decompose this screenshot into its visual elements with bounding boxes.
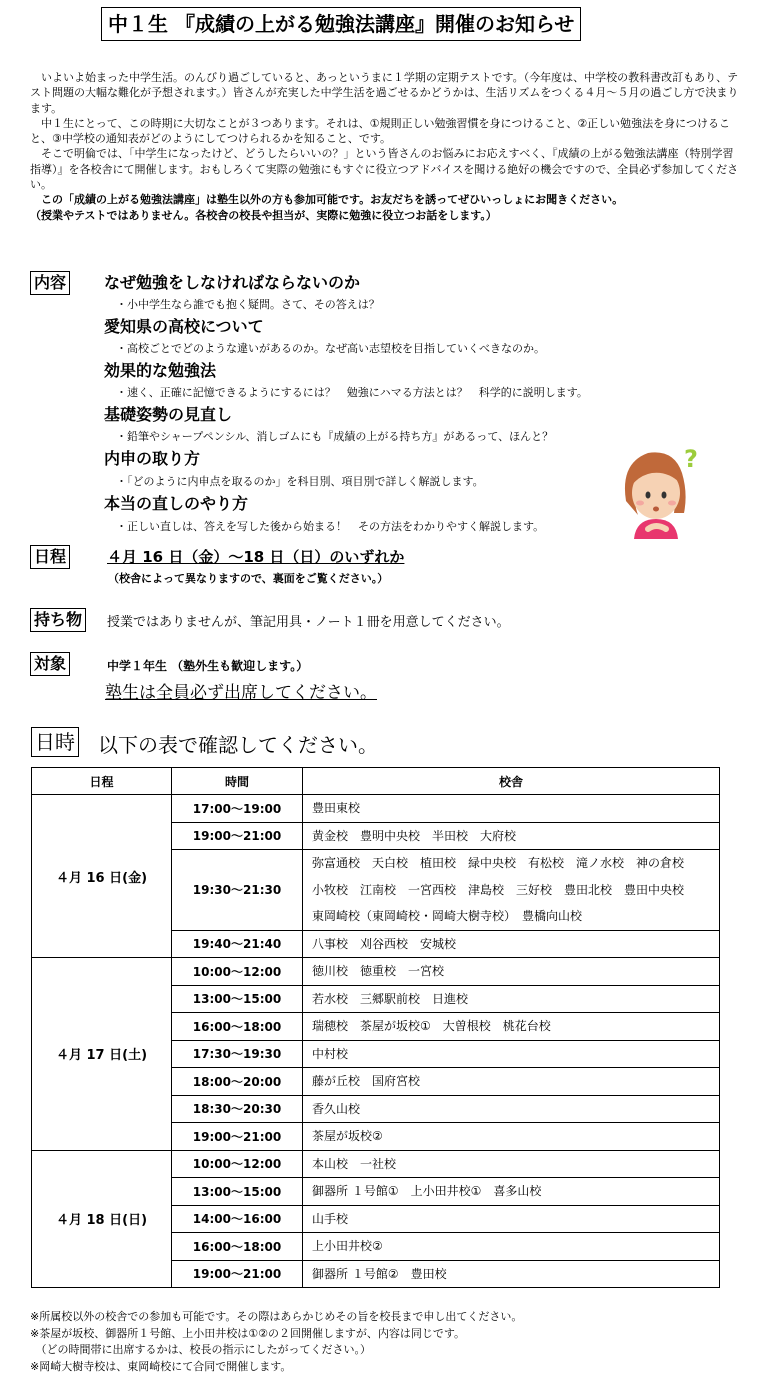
time-cell: 10:00～12:00: [172, 1150, 303, 1178]
time-cell: 19:00～21:00: [172, 1123, 303, 1151]
time-cell: 10:00～12:00: [172, 958, 303, 986]
school-cell: 八事校 刈谷西校 安城校: [303, 930, 720, 958]
topic-title: 本当の直しのやり方: [104, 494, 249, 513]
topic-title: なぜ勉強をしなければならないのか: [104, 273, 361, 292]
time-cell: 18:30～20:30: [172, 1095, 303, 1123]
school-cell: [303, 850, 720, 931]
school-cell: 中村校: [303, 1040, 720, 1068]
table-header-row: [32, 768, 720, 795]
intro-paragraph: （授業やテストではありません。各校舎の校長や担当が、実際に勉強に役立つお話をします。）: [30, 208, 497, 222]
intro-section: [30, 70, 740, 223]
topic-title: 内申の取り方: [104, 449, 201, 468]
schedule-dates: ４月 16 日（金）～18 日（日）のいずれか: [107, 548, 405, 566]
date-cell: ４月 17 日(土): [32, 958, 172, 1151]
topic-desc: ・速く、正確に記憶できるようにするには？ 勉強にハマる方法とは？ 科学的に説明します。: [116, 386, 588, 399]
school-cell: 茶屋が坂校②: [303, 1123, 720, 1151]
footnotes: [30, 1309, 522, 1375]
intro-paragraph: 中１生にとって、この時期に大切なことが３つあります。それは、①規則正しい勉強習慣を身につけること、②正しい勉強法を身につけること、③中学校の通知表がどのようにしてつけられるかを知ること、です。: [30, 116, 730, 146]
time-cell: 19:30～21:30: [172, 850, 303, 931]
school-cell: 藤が丘校 国府宮校: [303, 1068, 720, 1096]
topic-title: 効果的な勉強法: [104, 361, 217, 380]
items-text: 授業ではありませんが、筆記用具・ノート１冊を用意してください。: [107, 615, 510, 630]
school-cell: 香久山校: [303, 1095, 720, 1123]
school-cell: 御器所 １号館① 上小田井校① 喜多山校: [303, 1178, 720, 1206]
target-label: 対象: [30, 652, 70, 676]
intro-paragraph: そこで明倫では、「中学生になったけど、どうしたらいいの？」という皆さんのお悩みにお応えすべく、『成績の上がる勉強法講座（特別学習指導）』を各校舎にて開催します。おもしろくて実際の勉強にもすぐに役立つアドバイスを聞ける絶好の機会ですので、全員必ず参加してください。: [30, 147, 739, 192]
items-label: 持ち物: [30, 608, 86, 632]
topic-desc: ・高校ごとでどのような違いがあるのか。なぜ高い志望校を目指していくべきなのか。: [116, 342, 545, 355]
topic-desc: ・鉛筆やシャープペンシル、消しゴムにも『成績の上がる持ち方』があるって、ほんと？: [116, 430, 554, 443]
schedule-table: [31, 767, 720, 1288]
header-time: 時間: [172, 768, 303, 795]
school-line: 東岡崎校（東岡崎校・岡崎大樹寺校） 豊橋向山校: [312, 909, 583, 923]
topic-title: 愛知県の高校について: [104, 317, 264, 336]
topic-title: 基礎姿勢の見直し: [104, 405, 233, 424]
topic-desc: ・正しい直しは、答えを写した後から始まる！ その方法をわかりやすく解説します。: [116, 520, 545, 533]
school-cell: 徳川校 徳重校 一宮校: [303, 958, 720, 986]
time-cell: 16:00～18:00: [172, 1013, 303, 1041]
time-cell: 17:30～19:30: [172, 1040, 303, 1068]
topic-desc: ・小中学生なら誰でも抱く疑問。さて、その答えは？: [116, 298, 380, 311]
time-cell: 16:00～18:00: [172, 1233, 303, 1261]
topic-desc: ・「どのように内申点を取るのか」を科目別、項目別で詳しく解説します。: [116, 475, 484, 488]
header-school: 校舎: [303, 768, 720, 795]
school-cell: 若水校 三郷駅前校 日進校: [303, 985, 720, 1013]
time-cell: 14:00～16:00: [172, 1205, 303, 1233]
time-cell: 13:00～15:00: [172, 1178, 303, 1206]
target-emphasis: 塾生は全員必ず出席してください。: [105, 683, 377, 703]
intro-paragraph: この「成績の上がる勉強法講座」は塾生以外の方も参加可能です。お友だちを誘ってぜひいっしょにお聞きください。: [30, 193, 624, 207]
table-row: [32, 1150, 720, 1178]
date-cell: ４月 16 日(金): [32, 795, 172, 958]
time-cell: 18:00～20:00: [172, 1068, 303, 1096]
time-cell: 19:40～21:40: [172, 930, 303, 958]
school-cell: 黄金校 豊明中央校 半田校 大府校: [303, 822, 720, 850]
time-cell: 19:00～21:00: [172, 822, 303, 850]
content-label: 内容: [30, 271, 70, 295]
footnote: ※岡崎大樹寺校は、東岡崎校にて合同で開催します。: [30, 1359, 292, 1373]
date-cell: ４月 18 日(日): [32, 1150, 172, 1288]
school-cell: 本山校 一社校: [303, 1150, 720, 1178]
table-row: [32, 795, 720, 823]
schedule-label: 日程: [30, 545, 70, 569]
header-date: 日程: [32, 768, 172, 795]
school-line: 弥富通校 天白校 植田校 緑中央校 有松校 滝ノ水校 神の倉校: [312, 856, 685, 870]
target-text: 中学１年生 （塾外生も歓迎します。）: [107, 659, 309, 673]
table-row: [32, 958, 720, 986]
schedule-note: （校舎によって異なりますので、裏面をご覧ください。）: [108, 572, 389, 585]
svg-text:?: ?: [684, 445, 698, 473]
time-cell: 19:00～21:00: [172, 1260, 303, 1288]
time-cell: 13:00～15:00: [172, 985, 303, 1013]
school-cell: 豊田東校: [303, 795, 720, 823]
school-cell: 御器所 １号館② 豊田校: [303, 1260, 720, 1288]
footnote: ※所属校以外の校舎での参加も可能です。その際はあらかじめその旨を校長まで申し出てください。: [30, 1310, 523, 1323]
school-cell: 上小田井校②: [303, 1233, 720, 1261]
datetime-label: 日時: [31, 727, 79, 757]
school-line: 小牧校 江南校 一宮西校 津島校 三好校 豊田北校 豊田中央校: [312, 882, 685, 897]
page-title: 中１生 『成績の上がる勉強法講座』開催のお知らせ: [101, 7, 581, 41]
time-cell: 17:00～19:00: [172, 795, 303, 823]
school-cell: 瑞穂校 茶屋が坂校① 大曽根校 桃花台校: [303, 1013, 720, 1041]
footnote: （どの時間帯に出席するかは、校長の指示にしたがってください。）: [30, 1343, 371, 1356]
school-cell: 山手校: [303, 1205, 720, 1233]
intro-paragraph: いよいよ始まった中学生活。のんびり過ごしていると、あっというまに１学期の定期テストです。（今年度は、中学校の教科書改訂もあり、テスト問題の大幅な難化が予想されます。）皆さんが充実した中学生活を過ごせるかどうかは、生活リズムをつくる４月～５月の過ごし方で決まります。: [30, 71, 739, 115]
thinking-girl-illustration: [612, 443, 706, 539]
footnote: ※茶屋が坂校、御器所１号館、上小田井校は①②の２回開催しますが、内容は同じです。: [30, 1326, 466, 1340]
datetime-text: 以下の表で確認してください。: [98, 733, 378, 757]
